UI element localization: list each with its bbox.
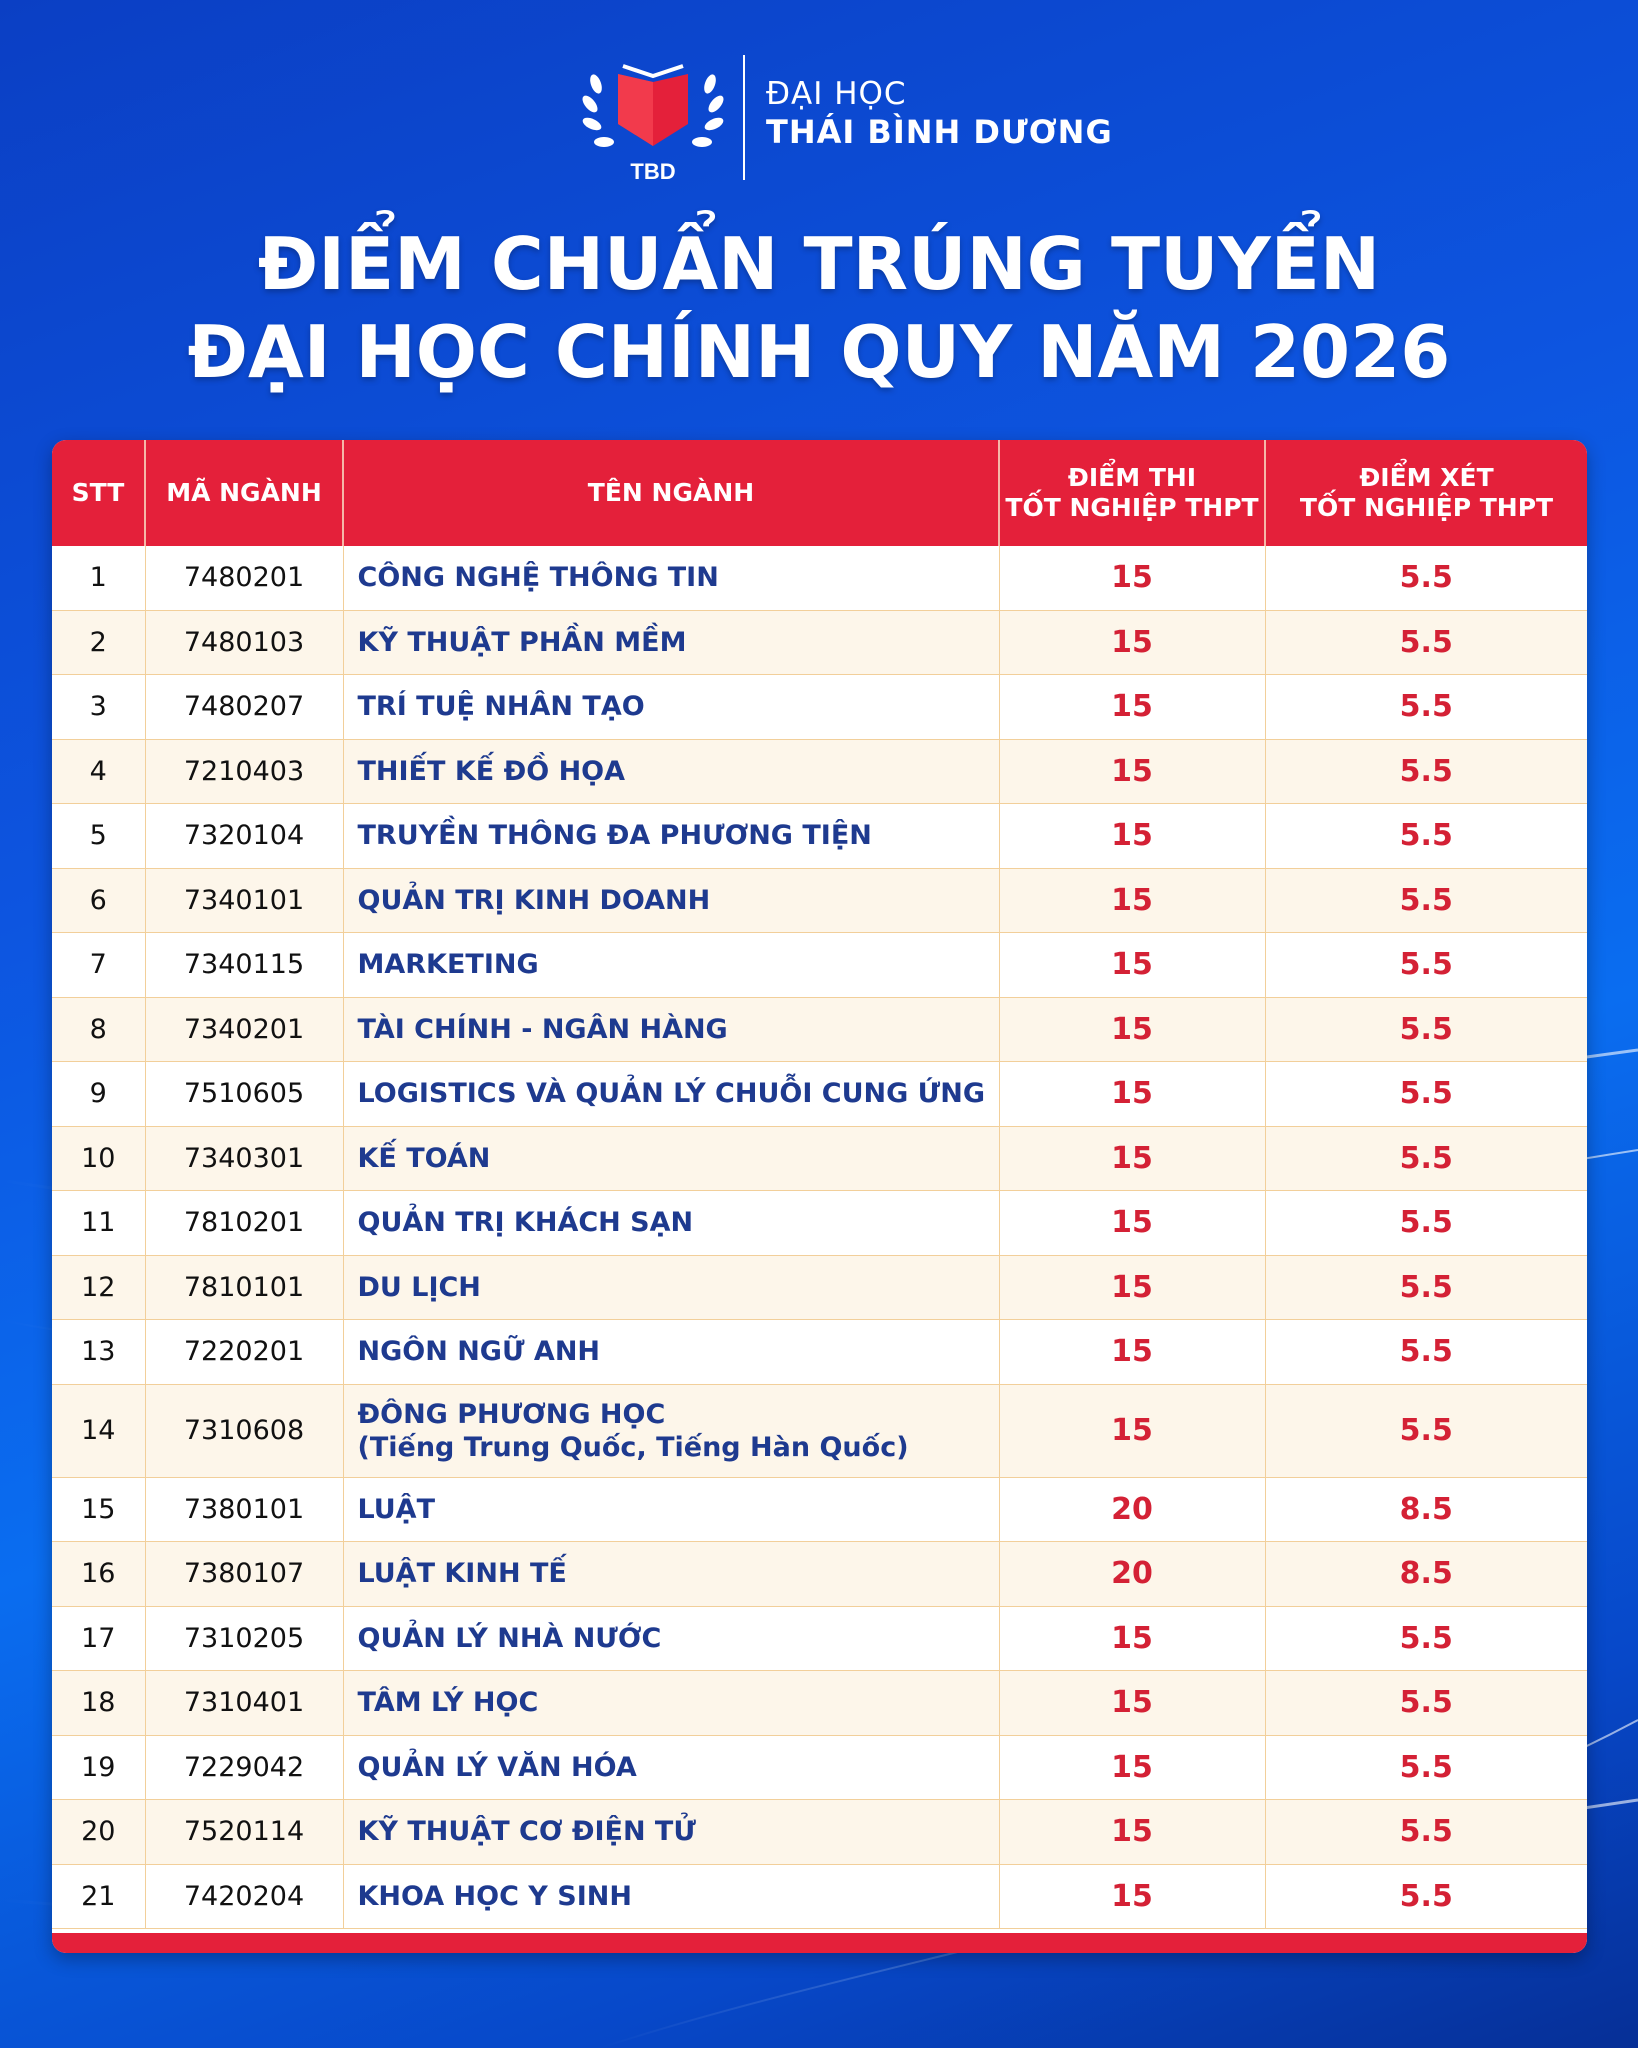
header-score2-line1: ĐIỂM XÉT	[1359, 463, 1494, 492]
cell-name	[343, 546, 999, 610]
cell-code: 7320104	[145, 804, 343, 869]
table-header-row	[52, 440, 1587, 546]
cell-score-grad: 5.5	[1265, 1255, 1587, 1320]
major-name: TÀI CHÍNH - NGÂN HÀNG	[357, 1013, 728, 1045]
cell-code: 7480207	[145, 675, 343, 740]
table-row	[52, 1542, 1587, 1607]
cell-stt: 21	[52, 1864, 145, 1929]
cell-code: 7510605	[145, 1062, 343, 1127]
header-code: MÃ NGÀNH	[145, 440, 343, 546]
table-row	[52, 1671, 1587, 1736]
cell-code: 7380101	[145, 1477, 343, 1542]
major-name: KHOA HỌC Y SINH	[357, 1880, 632, 1912]
cell-score-exam: 15	[999, 1320, 1265, 1385]
cell-score-grad: 5.5	[1265, 1864, 1587, 1929]
major-name: TRUYỀN THÔNG ĐA PHƯƠNG TIỆN	[357, 820, 872, 852]
major-name: TRÍ TUỆ NHÂN TẠO	[357, 691, 645, 723]
header-score2-line2: TỐT NGHIỆP THPT	[1299, 493, 1554, 522]
cell-score-grad: 8.5	[1265, 1477, 1587, 1542]
cell-name	[343, 933, 999, 998]
title-line2: ĐẠI HỌC CHÍNH QUY NĂM 2026	[187, 310, 1451, 394]
cell-code: 7810101	[145, 1255, 343, 1320]
table-row	[52, 1320, 1587, 1385]
cell-score-grad: 5.5	[1265, 997, 1587, 1062]
table-row	[52, 1191, 1587, 1256]
major-name: ĐÔNG PHƯƠNG HỌC	[357, 1398, 666, 1430]
cell-score-grad: 5.5	[1265, 804, 1587, 869]
cell-score-exam: 15	[999, 1384, 1265, 1477]
header-score1-line1: ĐIỂM THI	[1067, 463, 1197, 492]
cell-code: 7229042	[145, 1735, 343, 1800]
table-row	[52, 1735, 1587, 1800]
cell-name	[343, 1542, 999, 1607]
cell-score-exam: 15	[999, 804, 1265, 869]
cell-code: 7340115	[145, 933, 343, 998]
major-name: LOGISTICS VÀ QUẢN LÝ CHUỖI CUNG ỨNG	[357, 1078, 985, 1110]
cell-code: 7310608	[145, 1384, 343, 1477]
cell-code: 7810201	[145, 1191, 343, 1256]
cell-score-exam: 15	[999, 1735, 1265, 1800]
header-name: TÊN NGÀNH	[343, 440, 999, 546]
cell-code: 7340201	[145, 997, 343, 1062]
table-row	[52, 1800, 1587, 1865]
cell-score-exam: 15	[999, 675, 1265, 740]
major-name: THIẾT KẾ ĐỒ HỌA	[357, 755, 626, 787]
cell-score-exam: 15	[999, 610, 1265, 675]
cell-stt: 7	[52, 933, 145, 998]
cell-score-exam: 15	[999, 1671, 1265, 1736]
cell-code: 7520114	[145, 1800, 343, 1865]
cell-score-grad: 5.5	[1265, 675, 1587, 740]
score-table-container	[52, 440, 1587, 1953]
table-row	[52, 610, 1587, 675]
major-name: MARKETING	[357, 949, 539, 981]
cell-stt: 10	[52, 1126, 145, 1191]
cell-code: 7480103	[145, 610, 343, 675]
cell-code: 7340301	[145, 1126, 343, 1191]
header-stt: STT	[52, 440, 145, 546]
table-row	[52, 546, 1587, 610]
cell-name	[343, 739, 999, 804]
major-name: KỸ THUẬT PHẦN MỀM	[357, 626, 687, 658]
cell-score-grad: 5.5	[1265, 1320, 1587, 1385]
header-score2	[1265, 440, 1587, 546]
cell-stt: 2	[52, 610, 145, 675]
major-name: NGÔN NGỮ ANH	[357, 1336, 601, 1368]
cell-score-exam: 15	[999, 1255, 1265, 1320]
cell-score-exam: 20	[999, 1542, 1265, 1607]
cell-name	[343, 610, 999, 675]
cell-name	[343, 1126, 999, 1191]
table-bottom-bar	[52, 1933, 1587, 1953]
cell-score-grad: 5.5	[1265, 610, 1587, 675]
cell-score-grad: 5.5	[1265, 933, 1587, 998]
major-name: QUẢN TRỊ KHÁCH SẠN	[357, 1207, 694, 1239]
cell-stt: 16	[52, 1542, 145, 1607]
header-score1-line2: TỐT NGHIỆP THPT	[1005, 493, 1259, 522]
cell-stt: 15	[52, 1477, 145, 1542]
brand-name-line1: ĐẠI HỌC	[766, 76, 907, 112]
cell-stt: 17	[52, 1606, 145, 1671]
cell-score-grad: 5.5	[1265, 1062, 1587, 1127]
cell-score-exam: 15	[999, 933, 1265, 998]
table-row	[52, 868, 1587, 933]
cell-code: 7310401	[145, 1671, 343, 1736]
cell-score-exam: 15	[999, 1864, 1265, 1929]
table-row	[52, 933, 1587, 998]
cell-score-exam: 15	[999, 1800, 1265, 1865]
cell-name	[343, 1800, 999, 1865]
cell-score-exam: 15	[999, 1191, 1265, 1256]
cell-code: 7480201	[145, 546, 343, 610]
cell-code: 7220201	[145, 1320, 343, 1385]
cell-code: 7340101	[145, 868, 343, 933]
table-row	[52, 804, 1587, 869]
table-row	[52, 1062, 1587, 1127]
cell-score-exam: 15	[999, 1062, 1265, 1127]
cell-name	[343, 1255, 999, 1320]
cell-score-grad: 5.5	[1265, 1606, 1587, 1671]
cell-stt: 4	[52, 739, 145, 804]
table-row	[52, 1126, 1587, 1191]
major-name: CÔNG NGHỆ THÔNG TIN	[357, 562, 719, 594]
cell-name	[343, 1384, 999, 1477]
cell-stt: 11	[52, 1191, 145, 1256]
header-score1	[999, 440, 1265, 546]
cell-score-exam: 15	[999, 997, 1265, 1062]
table-row	[52, 739, 1587, 804]
cell-name	[343, 1671, 999, 1736]
cell-code: 7310205	[145, 1606, 343, 1671]
title-line1: ĐIỂM CHUẨN TRÚNG TUYỂN	[257, 222, 1381, 306]
cell-stt: 6	[52, 868, 145, 933]
cell-score-grad: 5.5	[1265, 1671, 1587, 1736]
major-name: TÂM LÝ HỌC	[357, 1687, 539, 1719]
score-table	[52, 440, 1587, 1929]
cell-code: 7210403	[145, 739, 343, 804]
book-laurel-logo-icon	[578, 54, 728, 184]
table-row	[52, 1255, 1587, 1320]
brand-name	[766, 75, 1113, 151]
major-name: QUẢN LÝ VĂN HÓA	[357, 1751, 637, 1783]
major-name: QUẢN LÝ NHÀ NƯỚC	[357, 1622, 662, 1654]
header	[0, 50, 1638, 190]
cell-name	[343, 675, 999, 740]
cell-score-exam: 15	[999, 1126, 1265, 1191]
cell-stt: 5	[52, 804, 145, 869]
cell-score-exam: 20	[999, 1477, 1265, 1542]
cell-score-grad: 5.5	[1265, 739, 1587, 804]
table-row	[52, 675, 1587, 740]
cell-score-grad: 5.5	[1265, 868, 1587, 933]
table-row	[52, 1477, 1587, 1542]
cell-name	[343, 1062, 999, 1127]
cell-stt: 12	[52, 1255, 145, 1320]
cell-name	[343, 1606, 999, 1671]
major-name: LUẬT KINH TẾ	[357, 1558, 567, 1590]
major-name-sub: (Tiếng Trung Quốc, Tiếng Hàn Quốc)	[357, 1431, 909, 1463]
cell-name	[343, 997, 999, 1062]
cell-score-grad: 5.5	[1265, 1735, 1587, 1800]
cell-code: 7380107	[145, 1542, 343, 1607]
page-title	[0, 220, 1638, 396]
cell-score-exam: 15	[999, 546, 1265, 610]
cell-name	[343, 804, 999, 869]
cell-name	[343, 1864, 999, 1929]
cell-score-exam: 15	[999, 739, 1265, 804]
brand-name-line2: THÁI BÌNH DƯƠNG	[766, 113, 1113, 151]
major-name: QUẢN TRỊ KINH DOANH	[357, 884, 711, 916]
cell-score-grad: 5.5	[1265, 1191, 1587, 1256]
cell-name	[343, 868, 999, 933]
cell-score-exam: 15	[999, 868, 1265, 933]
cell-name	[343, 1477, 999, 1542]
cell-name	[343, 1191, 999, 1256]
cell-name	[343, 1320, 999, 1385]
cell-stt: 18	[52, 1671, 145, 1736]
table-row	[52, 1864, 1587, 1929]
cell-score-grad: 8.5	[1265, 1542, 1587, 1607]
table-body	[52, 546, 1587, 1929]
cell-score-grad: 5.5	[1265, 1126, 1587, 1191]
major-name: KẾ TOÁN	[357, 1142, 491, 1174]
cell-stt: 3	[52, 675, 145, 740]
cell-stt: 1	[52, 546, 145, 610]
major-name: LUẬT	[357, 1493, 435, 1525]
cell-stt: 9	[52, 1062, 145, 1127]
cell-code: 7420204	[145, 1864, 343, 1929]
cell-score-exam: 15	[999, 1606, 1265, 1671]
cell-score-grad: 5.5	[1265, 1800, 1587, 1865]
cell-score-grad: 5.5	[1265, 546, 1587, 610]
major-name: KỸ THUẬT CƠ ĐIỆN TỬ	[357, 1816, 696, 1848]
cell-stt: 19	[52, 1735, 145, 1800]
table-row	[52, 997, 1587, 1062]
cell-score-grad: 5.5	[1265, 1384, 1587, 1477]
table-row	[52, 1606, 1587, 1671]
cell-stt: 14	[52, 1384, 145, 1477]
table-row	[52, 1384, 1587, 1477]
cell-stt: 20	[52, 1800, 145, 1865]
cell-stt: 8	[52, 997, 145, 1062]
logo-divider	[743, 55, 745, 180]
cell-name	[343, 1735, 999, 1800]
major-name: DU LỊCH	[357, 1271, 481, 1303]
logo-text: TBD	[630, 159, 676, 184]
cell-stt: 13	[52, 1320, 145, 1385]
